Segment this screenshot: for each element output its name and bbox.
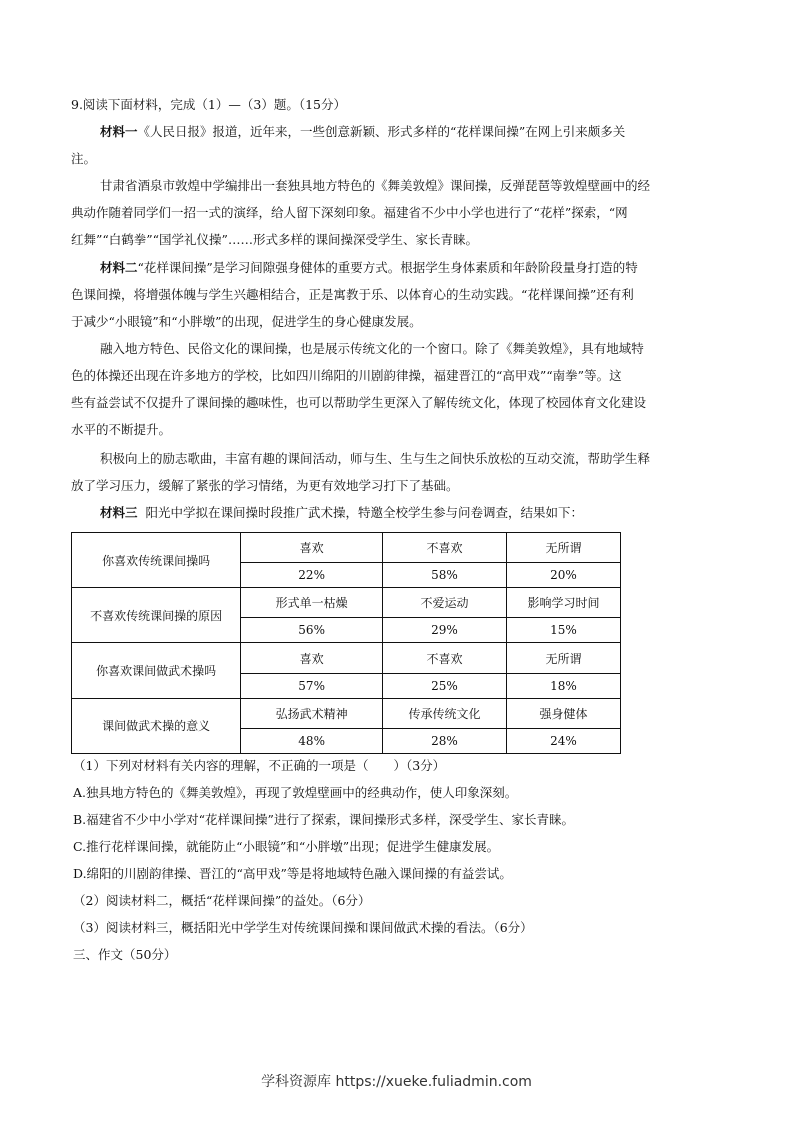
- value-cell: 24%: [506, 728, 620, 753]
- q1-option-b: B.福建省不少中小学对“花样课间操”进行了探索，课间操形式多样，深受学生、家长青睐。: [73, 812, 574, 827]
- section3-heading: 三、作文（50分）: [73, 947, 177, 962]
- material2-para2-line1: 融入地方特色、民俗文化的课间操，也是展示传统文化的一个窗口。除了《舞美敦煌》，具有地域特: [100, 341, 644, 356]
- value-cell: 29%: [383, 618, 507, 643]
- material3-label: 材料三: [100, 505, 138, 520]
- value-cell: 56%: [241, 618, 383, 643]
- material1-para1-line2: 注。: [71, 151, 97, 166]
- q1-option-c: C.推行花样课间操，就能防止“小眼镜”和“小胖墩”出现；促进学生健康发展。: [73, 839, 500, 854]
- table-row: [72, 533, 621, 563]
- option-cell: 不喜欢: [383, 643, 507, 673]
- option-cell: 不爱运动: [383, 588, 507, 618]
- value-cell: 25%: [383, 673, 507, 698]
- option-cell: 强身健体: [506, 698, 620, 728]
- material2-para1-line2: 色课间操，将增强体魄与学生兴趣相结合，正是寓教于乐、以体育心的生动实践。“花样课间操”还有利: [71, 287, 634, 302]
- value-cell: 28%: [383, 728, 507, 753]
- material2-para2-line4: 水平的不断提升。: [71, 422, 172, 437]
- q2-text: （2）阅读材料二，概括“花样课间操”的益处。（6分）: [73, 893, 371, 908]
- material2-label: 材料二: [100, 260, 138, 275]
- value-cell: 48%: [241, 728, 383, 753]
- q1-stem: （1）下列对材料有关内容的理解，不正确的一项是（ ）（3分）: [73, 758, 446, 773]
- q1-option-a: A.独具地方特色的《舞美敦煌》，再现了敦煌壁画中的经典动作，使人印象深刻。: [73, 785, 518, 800]
- material1-label: 材料一: [100, 124, 138, 139]
- option-cell: 不喜欢: [383, 533, 507, 563]
- row-question: 你喜欢传统课间操吗: [72, 533, 241, 588]
- value-cell: 58%: [383, 563, 507, 588]
- value-cell: 18%: [506, 673, 620, 698]
- value-cell: 15%: [506, 618, 620, 643]
- option-cell: 喜欢: [241, 643, 383, 673]
- material2-para1-line1: [71, 259, 638, 277]
- option-cell: 形式单一枯燥: [241, 588, 383, 618]
- row-question: 不喜欢传统课间操的原因: [72, 588, 241, 643]
- material1-para2-line1: 甘肃省酒泉市敦煌中学编排出一套独具地方特色的《舞美敦煌》课间操，反弹琵琶等敦煌壁画中的经: [100, 178, 651, 193]
- row-question: 课间做武术操的意义: [72, 698, 241, 753]
- table-row: [72, 588, 621, 618]
- q3-text: （3）阅读材料三，概括阳光中学学生对传统课间操和课间做武术操的看法。（6分）: [73, 920, 533, 935]
- material2-para2-line2: 色的体操还出现在许多地方的学校，比如四川绵阳的川剧韵律操，福建晋江的“高甲戏”“南拳”等。这: [71, 368, 622, 383]
- q1-option-d: D.绵阳的川剧韵律操、晋江的“高甲戏”等是将地域特色融入课间操的有益尝试。: [73, 866, 512, 881]
- material2-para2-line3: 些有益尝试不仅提升了课间操的趣味性，也可以帮助学生更深入了解传统文化，体现了校园体育文化建设: [71, 395, 647, 410]
- material2-para1-line3: 于减少“小眼镜”和“小胖墩”的出现，促进学生的身心健康发展。: [71, 314, 422, 329]
- material1-para1-line1: [71, 123, 625, 141]
- question-header: 9.阅读下面材料，完成（1）—（3）题。（15分）: [71, 97, 346, 112]
- table-row: [72, 698, 621, 728]
- material1-para2-line2: 典动作随着同学们一招一式的演绎，给人留下深刻印象。福建省不少中小学也进行了“花样”探索，“网: [71, 205, 628, 220]
- option-cell: 喜欢: [241, 533, 383, 563]
- survey-table: [71, 532, 621, 754]
- row-question: 你喜欢课间做武术操吗: [72, 643, 241, 698]
- option-cell: 无所谓: [506, 533, 620, 563]
- material3-intro-line: [71, 504, 583, 522]
- option-cell: 弘扬武术精神: [241, 698, 383, 728]
- option-cell: 传承传统文化: [383, 698, 507, 728]
- footer-watermark: 学科资源库 https://xueke.fuliadmin.com: [261, 1074, 532, 1090]
- value-cell: 22%: [241, 563, 383, 588]
- material1-text: 《人民日报》报道，近年来，一些创意新颖、形式多样的“花样课间操”在网上引来颇多关: [137, 124, 626, 139]
- material2-para3-line2: 放了学习压力，缓解了紧张的学习情绪，为更有效地学习打下了基础。: [71, 478, 459, 493]
- value-cell: 57%: [241, 673, 383, 698]
- option-cell: 无所谓: [506, 643, 620, 673]
- value-cell: 20%: [506, 563, 620, 588]
- option-cell: 影响学习时间: [506, 588, 620, 618]
- material2-para3-line1: 积极向上的励志歌曲，丰富有趣的课间活动，师与生、生与生之间快乐放松的互动交流，帮助学生释: [100, 451, 651, 466]
- material3-intro: 阳光中学拟在课间操时段推广武术操，特邀全校学生参与问卷调查，结果如下：: [145, 505, 584, 520]
- material2-text: “花样课间操”是学习间隙强身健体的重要方式。根据学生身体素质和年龄阶段量身打造的特: [137, 260, 638, 275]
- table-row: [72, 643, 621, 673]
- material1-para2-line3: 红舞”“白鹤拳”“国学礼仪操”……形式多样的课间操深受学生、家长青睐。: [71, 232, 478, 247]
